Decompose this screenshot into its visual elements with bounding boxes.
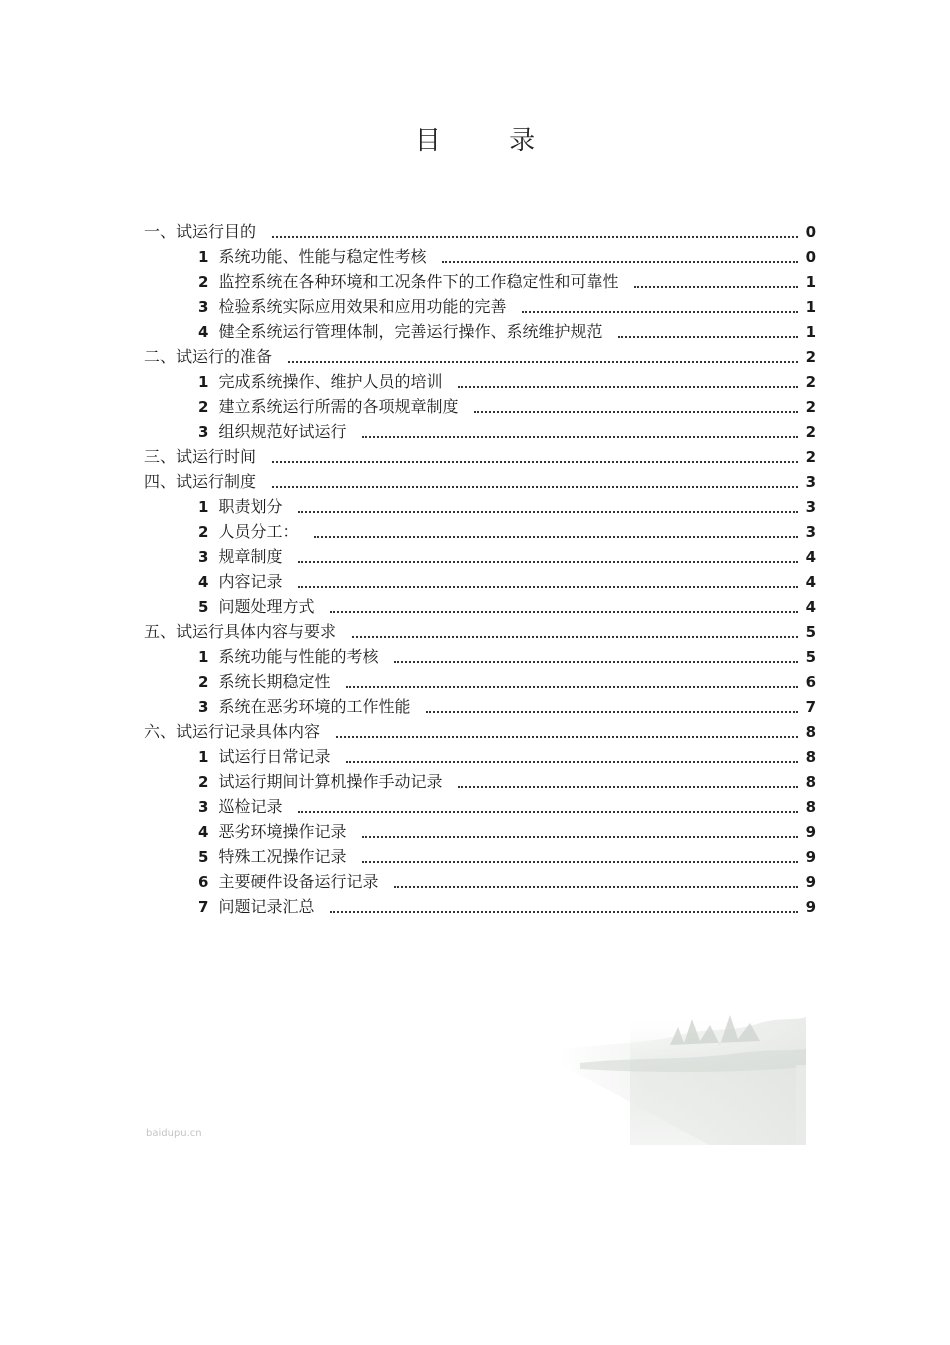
toc-item-number: 1 [198, 648, 209, 666]
toc-section[interactable] [144, 217, 816, 242]
toc-section[interactable] [144, 617, 816, 642]
toc-section[interactable] [144, 717, 816, 742]
toc-item-number: 6 [198, 873, 209, 891]
toc-page-number: 1 [805, 273, 816, 291]
toc-page-number: 8 [805, 748, 816, 766]
toc-page-number: 4 [805, 548, 816, 566]
toc-item-label: 四、试运行制度 [144, 472, 257, 491]
toc-leader-dots [458, 386, 797, 388]
toc-item-number: 1 [198, 373, 209, 391]
toc-item-label: 建立系统运行所需的各项规章制度 [218, 397, 459, 416]
toc-leader-dots [346, 761, 797, 763]
toc-page-number: 1 [805, 298, 816, 316]
toc-item-number: 4 [198, 573, 209, 591]
toc-subsection[interactable] [144, 742, 816, 767]
toc-subsection[interactable] [144, 242, 816, 267]
toc-page-number: 2 [805, 373, 816, 391]
toc-page-number: 9 [805, 848, 816, 866]
toc-leader-dots [298, 561, 797, 563]
toc-leader-dots [298, 511, 797, 513]
toc-page-number: 4 [805, 573, 816, 591]
toc-item-number: 1 [198, 248, 209, 266]
toc-subsection[interactable] [144, 542, 816, 567]
toc-item-label: 组织规范好试运行 [218, 422, 347, 441]
toc-item-label: 特殊工况操作记录 [218, 847, 347, 866]
toc-item-label: 规章制度 [218, 547, 283, 566]
toc-leader-dots [362, 861, 797, 863]
toc-item-label: 问题记录汇总 [218, 897, 315, 916]
toc-leader-dots [618, 336, 797, 338]
toc-subsection[interactable] [144, 842, 816, 867]
toc-page-number: 5 [805, 648, 816, 666]
toc-subsection[interactable] [144, 767, 816, 792]
toc-page-number: 5 [805, 623, 816, 641]
toc-item-label: 系统功能与性能的考核 [218, 647, 379, 666]
toc-item-label: 完成系统操作、维护人员的培训 [218, 372, 443, 391]
toc-subsection[interactable] [144, 267, 816, 292]
table-of-contents [144, 217, 816, 917]
toc-page-number: 9 [805, 898, 816, 916]
toc-page-number: 3 [805, 498, 816, 516]
toc-subsection[interactable] [144, 492, 816, 517]
toc-item-label: 系统功能、性能与稳定性考核 [218, 247, 427, 266]
toc-page-number: 2 [805, 423, 816, 441]
toc-leader-dots [362, 836, 797, 838]
toc-item-number: 3 [198, 548, 209, 566]
toc-item-label: 职责划分 [218, 497, 283, 516]
toc-leader-dots [272, 236, 798, 238]
landscape-watermark-image [560, 1005, 806, 1145]
toc-subsection[interactable] [144, 567, 816, 592]
toc-item-number: 1 [198, 498, 209, 516]
toc-leader-dots [298, 811, 797, 813]
toc-page-number: 2 [805, 448, 816, 466]
toc-subsection[interactable] [144, 892, 816, 917]
toc-item-number: 3 [198, 798, 209, 816]
toc-subsection[interactable] [144, 317, 816, 342]
toc-page-number: 7 [805, 698, 816, 716]
toc-item-number: 5 [198, 598, 209, 616]
toc-subsection[interactable] [144, 517, 816, 542]
toc-item-label: 问题处理方式 [218, 597, 315, 616]
toc-item-number: 1 [198, 748, 209, 766]
toc-item-label: 健全系统运行管理体制，完善运行操作、系统维护规范 [218, 322, 603, 341]
toc-item-number: 3 [198, 423, 209, 441]
toc-subsection[interactable] [144, 867, 816, 892]
toc-subsection[interactable] [144, 392, 816, 417]
toc-item-label: 内容记录 [218, 572, 283, 591]
toc-section[interactable] [144, 342, 816, 367]
toc-subsection[interactable] [144, 642, 816, 667]
toc-title: 目 录 [414, 126, 566, 156]
toc-page-number: 4 [805, 598, 816, 616]
toc-page-number: 1 [805, 323, 816, 341]
toc-leader-dots [634, 286, 797, 288]
toc-subsection[interactable] [144, 667, 816, 692]
toc-item-label: 六、试运行记录具体内容 [144, 722, 321, 741]
toc-page-number: 0 [805, 248, 816, 266]
toc-item-label: 试运行日常记录 [218, 747, 331, 766]
toc-item-label: 监控系统在各种环境和工况条件下的工作稳定性和可靠性 [218, 272, 619, 291]
toc-subsection[interactable] [144, 592, 816, 617]
toc-leader-dots [522, 311, 797, 313]
toc-page-number: 8 [805, 798, 816, 816]
toc-leader-dots [314, 536, 797, 538]
toc-item-number: 4 [198, 823, 209, 841]
toc-subsection[interactable] [144, 292, 816, 317]
toc-section[interactable] [144, 467, 816, 492]
toc-item-number: 3 [198, 298, 209, 316]
toc-leader-dots [330, 611, 797, 613]
toc-page-number: 9 [805, 873, 816, 891]
toc-subsection[interactable] [144, 792, 816, 817]
toc-subsection[interactable] [144, 692, 816, 717]
toc-item-number: 4 [198, 323, 209, 341]
toc-leader-dots [298, 586, 797, 588]
toc-item-label: 一、试运行目的 [144, 222, 257, 241]
toc-item-number: 2 [198, 273, 209, 291]
toc-page-number: 2 [805, 348, 816, 366]
toc-leader-dots [394, 661, 797, 663]
toc-leader-dots [288, 361, 798, 363]
toc-leader-dots [442, 261, 797, 263]
toc-item-label: 检验系统实际应用效果和应用功能的完善 [218, 297, 507, 316]
toc-leader-dots [352, 636, 798, 638]
toc-leader-dots [458, 786, 797, 788]
toc-item-number: 2 [198, 398, 209, 416]
toc-leader-dots [362, 436, 797, 438]
toc-item-label: 恶劣环境操作记录 [218, 822, 347, 841]
toc-item-number: 2 [198, 523, 209, 541]
toc-leader-dots [394, 886, 797, 888]
toc-subsection[interactable] [144, 417, 816, 442]
toc-page-number: 2 [805, 398, 816, 416]
toc-item-number: 2 [198, 773, 209, 791]
toc-item-label: 试运行期间计算机操作手动记录 [218, 772, 443, 791]
toc-page-number: 6 [805, 673, 816, 691]
toc-page-number: 8 [805, 723, 816, 741]
toc-leader-dots [474, 411, 797, 413]
toc-leader-dots [426, 711, 797, 713]
toc-page-number: 8 [805, 773, 816, 791]
toc-leader-dots [346, 686, 797, 688]
toc-page-number: 3 [805, 523, 816, 541]
toc-item-number: 3 [198, 698, 209, 716]
toc-leader-dots [330, 911, 797, 913]
toc-item-number: 7 [198, 898, 209, 916]
toc-item-label: 二、试运行的准备 [144, 347, 273, 366]
toc-subsection[interactable] [144, 817, 816, 842]
toc-leader-dots [272, 461, 798, 463]
toc-page-number: 9 [805, 823, 816, 841]
toc-item-label: 三、试运行时间 [144, 447, 257, 466]
toc-item-label: 系统长期稳定性 [218, 672, 331, 691]
toc-section[interactable] [144, 442, 816, 467]
toc-item-label: 系统在恶劣环境的工作性能 [218, 697, 411, 716]
toc-item-label: 主要硬件设备运行记录 [218, 872, 379, 891]
toc-item-number: 2 [198, 673, 209, 691]
toc-page-number: 0 [805, 223, 816, 241]
toc-leader-dots [336, 736, 798, 738]
watermark-text: baidupu.cn [146, 1128, 202, 1139]
toc-page-number: 3 [805, 473, 816, 491]
toc-item-label: 巡检记录 [218, 797, 283, 816]
toc-item-number: 5 [198, 848, 209, 866]
toc-subsection[interactable] [144, 367, 816, 392]
toc-item-label: 人员分工： [218, 522, 299, 541]
toc-item-label: 五、试运行具体内容与要求 [144, 622, 337, 641]
toc-leader-dots [272, 486, 798, 488]
